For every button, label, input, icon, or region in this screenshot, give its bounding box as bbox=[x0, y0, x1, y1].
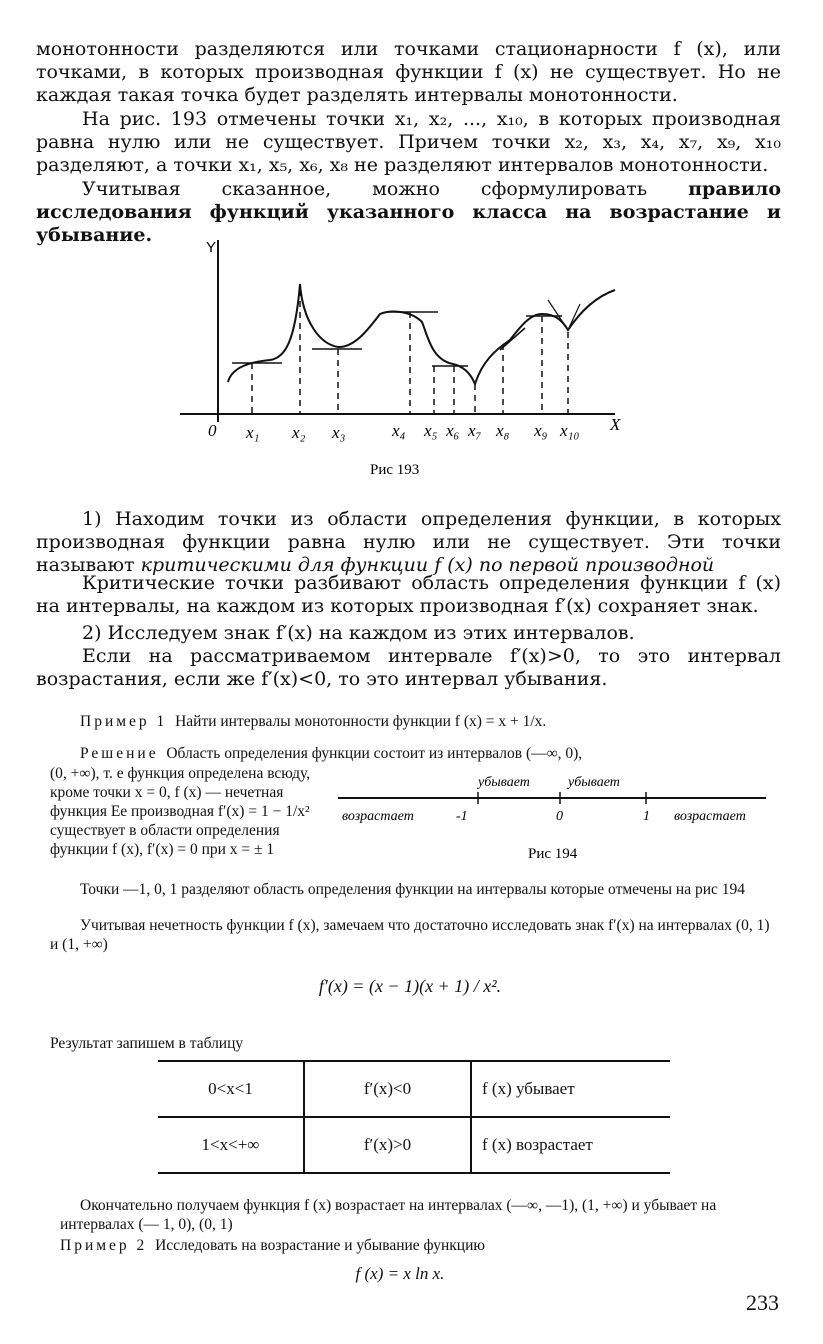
page-number: 233 bbox=[746, 1290, 779, 1315]
solution-points: Точки —1, 0, 1 разделяют область определения функции на интервалы которые отмечены на рис 194 bbox=[80, 881, 746, 898]
fig194-label-increasing-1: возрастает bbox=[342, 809, 414, 824]
critical-points-definition: критическими для функции f (x) по первой производной bbox=[140, 554, 715, 576]
result-intro: Результат запишем в таблицу bbox=[50, 1035, 244, 1052]
solution-line-1 bbox=[80, 744, 780, 763]
example-2 bbox=[60, 1236, 780, 1255]
figure-194 bbox=[338, 770, 778, 870]
final-conclusion: Окончательно получаем функция f (x) возрастает на интервалах (—∞, —1), (1, +∞) и убывает на интервалах (— 1, 0), (0, 1) bbox=[60, 1197, 717, 1233]
example-2-label: Пример 2 bbox=[60, 1237, 148, 1254]
example-1 bbox=[80, 712, 780, 731]
table-cell-interval: 1<x<+∞ bbox=[158, 1117, 304, 1173]
table-cell-behavior: f (x) возрастает bbox=[471, 1117, 670, 1173]
fig193-tick-x6: x₆ bbox=[446, 421, 460, 440]
fig193-y-label: Y bbox=[206, 239, 217, 256]
example-1-label: Пример 1 bbox=[80, 713, 168, 730]
fig193-curve bbox=[228, 284, 615, 384]
table-cell-interval: 0<x<1 bbox=[158, 1061, 304, 1117]
table-cell-behavior: f (x) убывает bbox=[471, 1061, 670, 1117]
table-cell-derivative: f′(x)<0 bbox=[304, 1061, 471, 1117]
fig193-tick-x2: x₂ bbox=[292, 423, 306, 442]
fig193-tick-x5: x₅ bbox=[424, 421, 438, 440]
step-2-continued: Если на рассматриваемом интервале f′(x)>0, то это интервал возрастания, если же f′(x)<0, то это интервал убывания. bbox=[36, 645, 781, 690]
table-row bbox=[158, 1061, 670, 1117]
table-row bbox=[158, 1117, 670, 1173]
paragraph-1: монотонности разделяются или точками стационарности f (x), или точками, в которых производная функции f (x) не существует. Но не каждая такая точка будет разделять интервалы монотонности. bbox=[36, 38, 781, 106]
step-1-text: 1) Находим точки из области определения функции, в которых производная функции равна нулю или не существует. Эти точки называют bbox=[36, 508, 781, 576]
solution-text: Область определения функции состоит из интервалов (—∞, 0), bbox=[166, 745, 583, 762]
result-table bbox=[158, 1060, 670, 1174]
fig193-tick-x4: x₄ bbox=[392, 421, 406, 440]
fig193-tick-x1: x₁ bbox=[246, 423, 260, 442]
example-2-formula: f (x) = x ln x. bbox=[355, 1264, 445, 1283]
paragraph-3-lead: Учитывая сказанное, можно сформулировать bbox=[82, 178, 689, 200]
solution-label: Решение bbox=[80, 745, 159, 762]
step-1-continued: Критические точки разбивают область определения функции f (x) на интервалы, на каждом из которых производная f′(x) сохраняет знак. bbox=[36, 572, 781, 617]
fig193-origin: 0 bbox=[208, 421, 217, 440]
fig194-point-0: 0 bbox=[556, 809, 563, 824]
fig194-point-minus1: -1 bbox=[456, 809, 468, 824]
fig194-label-decreasing-1: убывает bbox=[478, 775, 530, 790]
table-cell-derivative: f′(x)>0 bbox=[304, 1117, 471, 1173]
fig194-label-increasing-2: возрастает bbox=[674, 809, 746, 824]
fig194-caption: Рис 194 bbox=[528, 846, 578, 862]
example-1-text: Найти интервалы монотонности функции f (x) = x + 1/x. bbox=[175, 713, 547, 730]
fig193-x-label: X bbox=[610, 415, 621, 434]
fig193-caption: Рис 193 bbox=[370, 462, 420, 478]
fig193-tick-x3: x₃ bbox=[332, 423, 346, 442]
fig194-label-decreasing-2: убывает bbox=[568, 775, 620, 790]
fig194-point-1: 1 bbox=[643, 809, 650, 824]
solution-body: (0, +∞), т. е функция определена всюду, кроме точки x = 0, f (x) — нечетная функция Ее производная f′(x) = 1 − 1/x² существует в области определения функции f (x), f′(x) = 0 при x = ± 1 bbox=[50, 765, 311, 858]
solution-oddness: Учитывая нечетность функции f (x), замечаем что достаточно исследовать знак f′(x) на интервалах (0, 1) и (1, +∞) bbox=[50, 917, 770, 953]
example-2-text: Исследовать на возрастание и убывание функцию bbox=[155, 1237, 485, 1254]
figure-193 bbox=[170, 232, 650, 482]
derivative-formula: f′(x) = (x − 1)(x + 1) / x². bbox=[318, 976, 502, 996]
step-2: 2) Исследуем знак f′(x) на каждом из этих интервалов. bbox=[82, 622, 635, 644]
step-1 bbox=[36, 508, 781, 577]
fig193-tick-x7: x₇ bbox=[468, 421, 482, 440]
paragraph-2: На рис. 193 отмечены точки x₁, x₂, ..., x₁₀, в которых производная равна нулю или не существует. Причем точки x₂, x₃, x₄, x₇, x₉, x₁₀ разделяют, а точки x₁, x₅, x₆, x₈ не разделяют интервалов монотонности. bbox=[36, 108, 781, 176]
rule-heading: правило исследования функций указанного класса на возрастание и убывание. bbox=[36, 178, 781, 246]
fig193-tick-x10: x₁₀ bbox=[560, 421, 580, 440]
fig193-tick-x9: x₉ bbox=[534, 421, 548, 440]
fig193-tick-x8: x₈ bbox=[496, 421, 510, 440]
